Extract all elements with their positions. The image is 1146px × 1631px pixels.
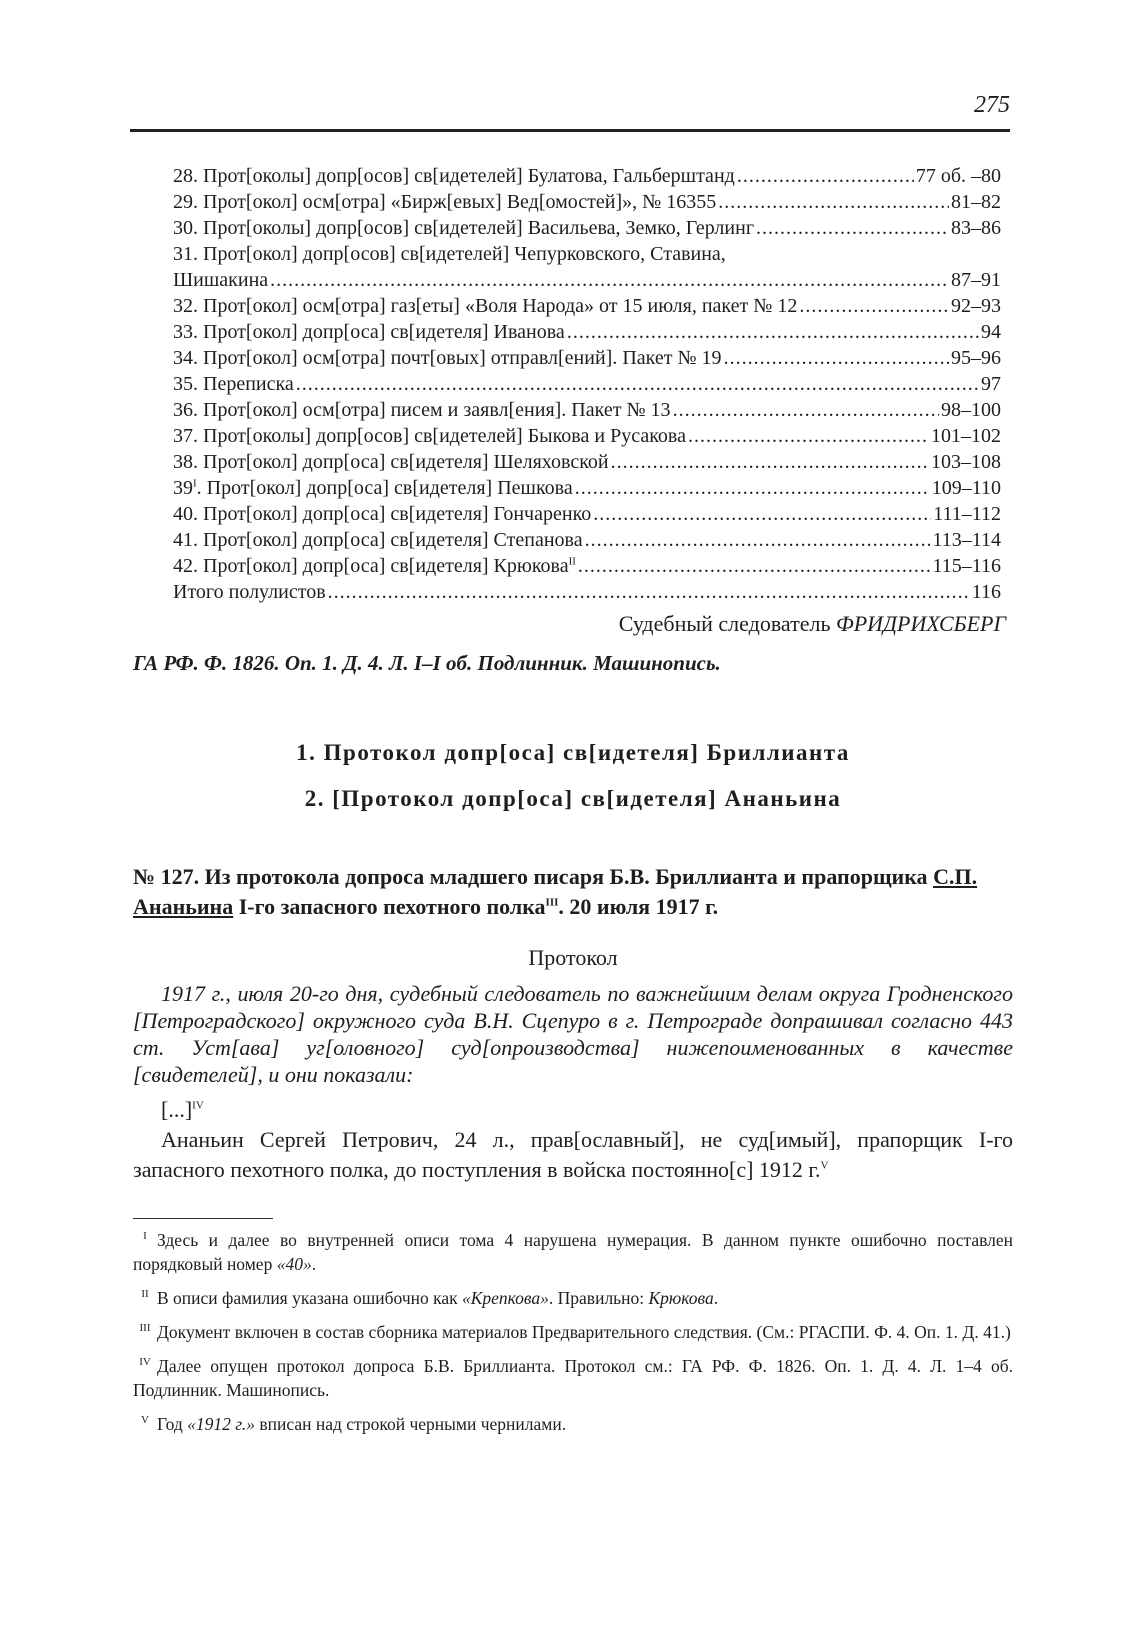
footnote-text: вписан над строкой черными чернилами. bbox=[254, 1414, 567, 1434]
toc-page: 87–91 bbox=[951, 269, 1001, 291]
footnote-text: Год bbox=[157, 1414, 188, 1434]
witness-text: Ананьин Сергей Петрович, 24 л., прав[ославный], не суд[имый], прапорщик I-го запасного пехотного полка, до поступления в войска постоянно[с] 1912 г. bbox=[133, 1127, 1013, 1182]
footnote-text: . Правильно: bbox=[548, 1288, 649, 1308]
toc-row bbox=[173, 475, 1001, 501]
toc-label: 36. Прот[окол] осм[отра] писем и заявл[ения]. Пакет № 13 bbox=[173, 399, 671, 421]
toc-page: 103–108 bbox=[931, 451, 1001, 473]
signature-role: Судебный следователь bbox=[618, 611, 831, 636]
footnote: V Год «1912 г.» вписан над строкой черными чернилами. bbox=[141, 1414, 567, 1434]
toc-page: 109–110 bbox=[931, 477, 1001, 499]
toc-leader bbox=[296, 371, 979, 397]
toc-label: 30. Прот[околы] допр[осов] св[идетелей] Васильева, Земко, Герлинг bbox=[173, 217, 755, 239]
footnote-italic: Крюкова bbox=[648, 1288, 714, 1308]
toc-page: 115–116 bbox=[932, 555, 1001, 577]
toc-row bbox=[173, 397, 1001, 423]
footnote-text: В описи фамилия указана ошибочно как bbox=[157, 1288, 463, 1308]
toc-label: Шишакина bbox=[173, 269, 269, 291]
toc-number: 39 bbox=[173, 477, 193, 499]
footnote-text: . bbox=[311, 1254, 317, 1274]
toc-label: 32. Прот[окол] осм[отра] газ[еты] «Воля Народа» от 15 июля, пакет № 12 bbox=[173, 295, 798, 317]
toc-label: Итого полулистов bbox=[173, 581, 326, 603]
footnote: II В описи фамилия указана ошибочно как «Крепкова». Правильно: Крюкова. bbox=[141, 1288, 719, 1308]
toc-page: 95–96 bbox=[951, 347, 1001, 369]
toc-page: 111–112 bbox=[933, 503, 1001, 525]
toc-leader bbox=[328, 579, 970, 605]
toc-leader bbox=[737, 163, 914, 189]
toc-leader bbox=[673, 397, 939, 423]
footnote-marker: III bbox=[545, 896, 559, 909]
document-title-part: № 127. Из протокола допроса младшего писаря Б.В. Бриллианта и прапорщика bbox=[133, 864, 934, 889]
footnote-text: . bbox=[713, 1288, 719, 1308]
toc-row bbox=[173, 215, 1001, 241]
footnote-marker: I bbox=[193, 477, 197, 490]
document-title-underlined: С.П. Ананьина bbox=[133, 864, 978, 919]
toc-page: 77 об. –80 bbox=[915, 165, 1001, 187]
document-title bbox=[133, 862, 1013, 922]
toc-page: 92–93 bbox=[951, 295, 1001, 317]
footnotes bbox=[133, 1228, 1013, 1446]
footnote-text: Документ включен в состав сборника материалов Предварительного следствия. (См.: РГАСПИ. Ф. 4. Оп. 1. Д. 41.) bbox=[157, 1322, 1011, 1342]
toc-label: 29. Прот[окол] осм[отра] «Бирж[евых] Вед[омостей]», № 16355 bbox=[173, 191, 717, 213]
signature-name: ФРИДРИХСБЕРГ bbox=[836, 611, 1006, 636]
witness-paragraph bbox=[133, 1125, 1013, 1185]
toc-leader bbox=[718, 189, 949, 215]
toc-label: 42. Прот[окол] допр[оса] св[идетеля] Крюкова bbox=[173, 555, 569, 577]
toc-row bbox=[173, 449, 1001, 475]
toc-page: 98–100 bbox=[941, 399, 1001, 421]
toc-page: 81–82 bbox=[951, 191, 1001, 213]
intro-paragraph bbox=[133, 980, 1013, 1088]
protocol-heading: Протокол bbox=[528, 945, 618, 970]
toc-leader bbox=[688, 423, 929, 449]
toc-label: 28. Прот[околы] допр[осов] св[идетелей] Булатова, Гальберштанд bbox=[173, 165, 735, 187]
toc-leader bbox=[756, 215, 949, 241]
archive-reference: ГА РФ. Ф. 1826. Оп. 1. Д. 4. Л. I–I об. Подлинник. Машинопись. bbox=[133, 651, 721, 675]
toc-leader bbox=[611, 449, 929, 475]
toc-label: 41. Прот[окол] допр[оса] св[идетеля] Степанова bbox=[173, 529, 583, 551]
toc-row bbox=[173, 501, 1001, 527]
footnote-text: Далее опущен протокол допроса Б.В. Бриллианта. Протокол см.: ГА РФ. Ф. 1826. Оп. 1. Д. 4. Л. 1–4 об. Подлинник. Машинопись. bbox=[133, 1356, 1013, 1400]
toc-row bbox=[173, 163, 1001, 189]
toc-leader bbox=[567, 319, 979, 345]
toc-leader bbox=[578, 553, 931, 579]
toc-row bbox=[173, 527, 1001, 553]
document-title-part: . 20 июля 1917 г. bbox=[558, 894, 719, 919]
section-heading-1: 1. Протокол допр[оса] св[идетеля] Бриллианта bbox=[296, 740, 850, 765]
toc-leader bbox=[270, 267, 949, 293]
footnote-rule bbox=[133, 1218, 273, 1219]
toc-row bbox=[173, 423, 1001, 449]
intro-text: 1917 г., июля 20-го дня, судебный следователь по важнейшим делам округа Гродненского [Петроградского] окружного суда В.Н. Сцепуро в г. Петрограде допрашивал согласно 443 ст. Уст[ава] уг[оловного] суд[опроизводства] нижепоименованных в качестве [свидетелей], и они показали: bbox=[133, 981, 1013, 1087]
toc-row bbox=[173, 345, 1001, 371]
toc-row bbox=[173, 267, 1001, 293]
toc-row bbox=[173, 371, 1001, 397]
toc-leader bbox=[585, 527, 931, 553]
header-rule bbox=[130, 129, 1010, 132]
footnote-marker: II bbox=[568, 555, 576, 568]
footnote-text: Здесь и далее во внутренней описи тома 4 нарушена нумерация. В данном пункте ошибочно поставлен порядковый номер bbox=[133, 1230, 1013, 1274]
toc-page: 97 bbox=[981, 373, 1001, 395]
document-title-part: I-го запасного пехотного полка bbox=[233, 894, 546, 919]
footnote-marker: V bbox=[820, 1159, 829, 1172]
toc-leader bbox=[799, 293, 949, 319]
toc-row bbox=[173, 553, 1001, 579]
toc-row bbox=[173, 189, 1001, 215]
toc-page: 94 bbox=[981, 321, 1001, 343]
page-number: 275 bbox=[974, 92, 1010, 118]
toc-label: 40. Прот[окол] допр[оса] св[идетеля] Гончаренко bbox=[173, 503, 592, 525]
toc-label: 35. Переписка bbox=[173, 373, 294, 395]
footnote: IV Далее опущен протокол допроса Б.В. Бриллианта. Протокол см.: ГА РФ. Ф. 1826. Оп. 1. Д. 4. Л. 1–4 об. Подлинник. Машинопись. bbox=[133, 1356, 1013, 1400]
footnote-italic: «Крепкова» bbox=[462, 1288, 549, 1308]
footnote-italic: «40» bbox=[276, 1254, 312, 1274]
footnote-italic: «1912 г.» bbox=[187, 1414, 255, 1434]
toc-page: 101–102 bbox=[931, 425, 1001, 447]
toc-leader bbox=[724, 345, 949, 371]
toc-label: 31. Прот[окол] допр[осов] св[идетелей] Чепурковского, Ставина, bbox=[173, 243, 726, 265]
toc-page: 113–114 bbox=[932, 529, 1001, 551]
toc-label: Прот[окол] допр[оса] св[идетеля] Пешкова bbox=[206, 477, 573, 499]
toc-page: 83–86 bbox=[951, 217, 1001, 239]
toc-row bbox=[173, 293, 1001, 319]
footnote: III Документ включен в состав сборника материалов Предварительного следствия. (См.: РГАСПИ. Ф. 4. Оп. 1. Д. 41.) bbox=[139, 1322, 1011, 1342]
omission-text: [...] bbox=[161, 1097, 193, 1122]
toc-label: 33. Прот[окол] допр[оса] св[идетеля] Иванова bbox=[173, 321, 565, 343]
footnote-marker: IV bbox=[192, 1099, 204, 1112]
toc-row bbox=[173, 579, 1001, 605]
section-heading-2: 2. [Протокол допр[оса] св[идетеля] Ананьина bbox=[304, 786, 842, 811]
toc-label-wrapper: $39^I$. Прот[окол] допр[оса] св[идетеля] Пешкова bbox=[173, 477, 573, 499]
signature bbox=[619, 611, 1006, 637]
toc-label: 34. Прот[окол] осм[отра] почт[овых] отправл[ений]. Пакет № 19 bbox=[173, 347, 722, 369]
table-of-contents bbox=[173, 163, 1001, 605]
toc-page: 116 bbox=[971, 581, 1001, 603]
toc-label: 37. Прот[околы] допр[осов] св[идетелей] Быкова и Русакова bbox=[173, 425, 686, 447]
toc-row bbox=[173, 319, 1001, 345]
toc-leader bbox=[575, 475, 930, 501]
toc-label-wrapper bbox=[173, 553, 576, 579]
footnote: I Здесь и далее во внутренней описи тома 4 нарушена нумерация. В данном пункте ошибочно поставлен порядковый номер «40». bbox=[133, 1230, 1013, 1274]
toc-label: 38. Прот[окол] допр[оса] св[идетеля] Шеляховской bbox=[173, 451, 609, 473]
toc-leader bbox=[593, 501, 931, 527]
omission bbox=[133, 1096, 1013, 1123]
